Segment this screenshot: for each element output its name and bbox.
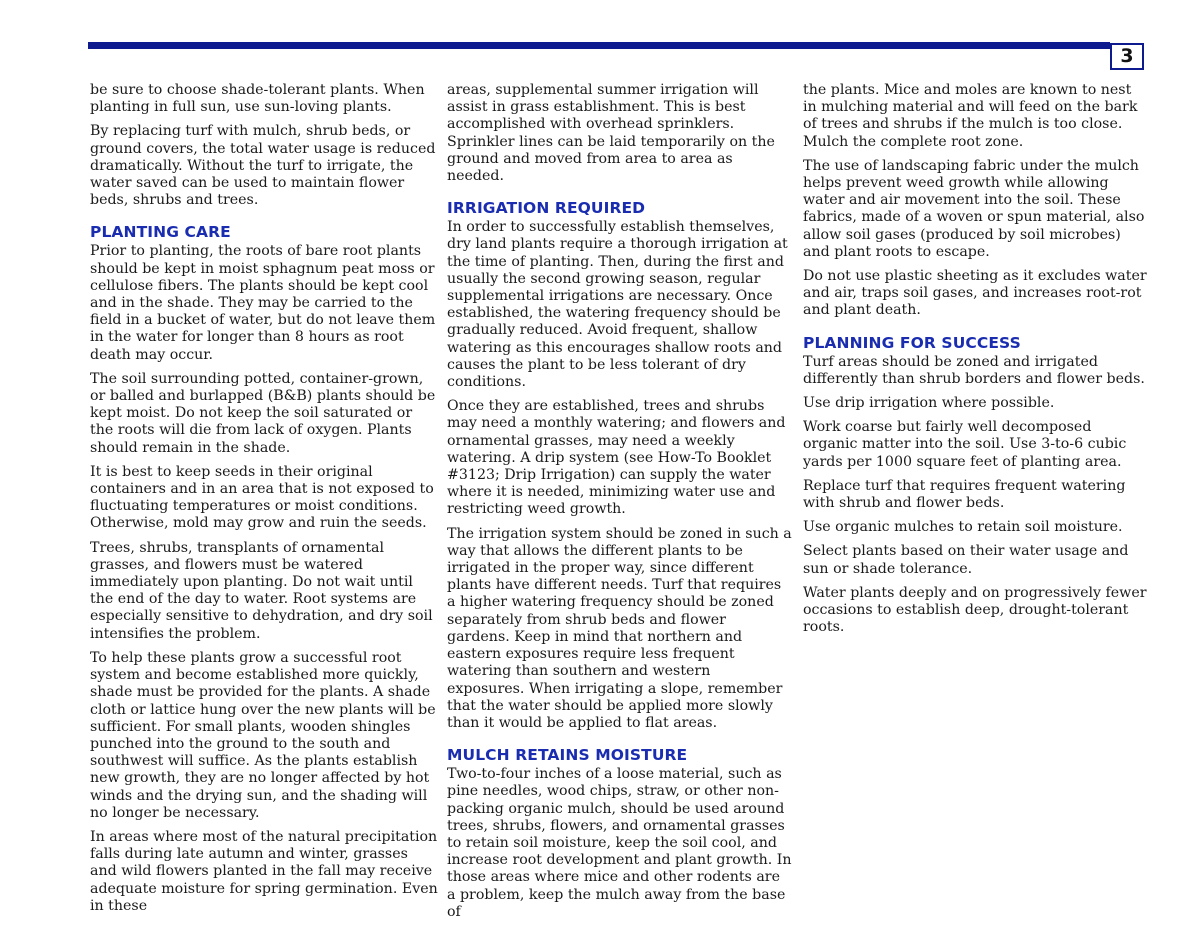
paragraph: Turf areas should be zoned and irrigated differently than shrub borders and flower beds.: [803, 353, 1145, 387]
paragraph: the plants. Mice and moles are known to nest in mulching material and will feed on the bark of trees and shrubs if the mulch is too close. Mulch the complete root zone.: [803, 82, 1138, 150]
paragraph: In order to successfully establish themselves, dry land plants require a thorough irrigation at the time of planting. Then, during the first and usually the second growing season, regular supplemental irrigations are necessary. Once established, the watering frequency should be gradually reduced. Avoid frequent, shallow watering as this encourages shallow roots and causes the plant to be less tolerant of dry conditions.: [447, 219, 788, 391]
paragraph: To help these plants grow a successful root system and become established more quickly, shade must be provided for the plants. A shade cloth or lattice hung over the new plants will be sufficient. For small plants, wooden shingles punched into the ground to the south and southwest will suffice. As the plants establish new growth, they are no longer affected by hot winds and the drying sun, and the shading will no longer be necessary.: [90, 649, 436, 821]
paragraph: By replacing turf with mulch, shrub beds, or ground covers, the total water usage is reduced dramatically. Without the turf to irrigate, the water saved can be used to maintain flower beds, shrubs and trees.: [90, 123, 436, 209]
page-number: 3: [1110, 43, 1144, 70]
header-rule: [88, 42, 1110, 49]
paragraph: Select plants based on their water usage and sun or shade tolerance.: [803, 543, 1129, 577]
paragraph: Replace turf that requires frequent watering with shrub and flower beds.: [803, 477, 1126, 512]
column-1: [90, 82, 438, 922]
paragraph: Do not use plastic sheeting as it excludes water and air, traps soil gases, and increases root-rot and plant death.: [803, 268, 1147, 319]
paragraph: In areas where most of the natural precipitation falls during late autumn and winter, grasses and wild flowers planted in the fall may receive adequate moisture for spring germination. Even in these: [90, 828, 438, 914]
paragraph: Use organic mulches to retain soil moisture.: [803, 519, 1123, 536]
paragraph: Water plants deeply and on progressively fewer occasions to establish deep, drought-tolerant roots.: [803, 584, 1147, 636]
paragraph: Trees, shrubs, transplants of ornamental grasses, and flowers must be watered immediately upon planting. Do not wait until the end of the day to water. Root systems are especially sensitive to dehydration, and dry soil intensifies the problem.: [90, 539, 433, 642]
paragraph: be sure to choose shade-tolerant plants. When planting in full sun, use sun-loving plants.: [90, 82, 425, 116]
paragraph: areas, supplemental summer irrigation will assist in grass establishment. This is best accomplished with overhead sprinklers. Sprinkler lines can be laid temporarily on the ground and moved from area to area as needed.: [447, 82, 775, 185]
paragraph: The use of landscaping fabric under the mulch helps prevent weed growth while allowing water and air movement into the soil. These fabrics, made of a woven or spun material, also allow soil gases (produced by soil microbes) and plant roots to escape.: [803, 157, 1145, 260]
column-3: [803, 82, 1148, 643]
column-2: [447, 82, 792, 928]
paragraph: Prior to planting, the roots of bare root plants should be kept in moist sphagnum peat moss or cellulose fibers. The plants should be kept cool and in the shade. They may be carried to the field in a bucket of water, but do not leave them in the water for longer than 8 hours as root death may occur.: [90, 243, 436, 363]
paragraph: It is best to keep seeds in their original containers and in an area that is not exposed to fluctuating temperatures or moist conditions. Otherwise, mold may grow and ruin the seeds.: [90, 463, 434, 532]
paragraph: Use drip irrigation where possible.: [803, 395, 1055, 412]
section-heading-irrigation-required: IRRIGATION REQUIRED: [447, 199, 646, 218]
section-heading-planning-for-success: PLANNING FOR SUCCESS: [803, 333, 1021, 352]
paragraph: Once they are established, trees and shrubs may need a monthly watering; and flowers and ornamental grasses, may need a weekly watering. A drip system (see How-To Booklet #3123; Drip Irrigation) can supply the water where it is needed, minimizing water use and restricting weed growth.: [447, 398, 786, 518]
paragraph: The soil surrounding potted, container-grown, or balled and burlapped (B&B) plants should be kept moist. Do not keep the soil saturated or the roots will die from lack of oxygen. Plants should remain in the shade.: [90, 370, 436, 456]
section-heading-mulch-retains-moisture: MULCH RETAINS MOISTURE: [447, 746, 688, 765]
paragraph: Work coarse but fairly well decomposed organic matter into the soil. Use 3-to-6 cubic yards per 1000 square feet of planting area.: [803, 419, 1127, 470]
section-heading-planting-care: PLANTING CARE: [90, 223, 231, 242]
paragraph: Two-to-four inches of a loose material, such as pine needles, wood chips, straw, or other non-packing organic mulch, should be used around trees, shrubs, flowers, and ornamental grasses to retain soil moisture, keep the soil cool, and increase root development and plant growth. In those areas where mice and other rodents are a problem, keep the mulch away from the base of: [447, 766, 792, 920]
paragraph: The irrigation system should be zoned in such a way that allows the different plants to be irrigated in the proper way, since different plants have different needs. Turf that requires a higher watering frequency should be zoned separately from shrub beds and flower gardens. Keep in mind that northern and eastern exposures require less frequent watering than southern and western exposures. When irrigating a slope, remember that the water should be applied more slowly than it would be applied to flat areas.: [447, 525, 792, 731]
